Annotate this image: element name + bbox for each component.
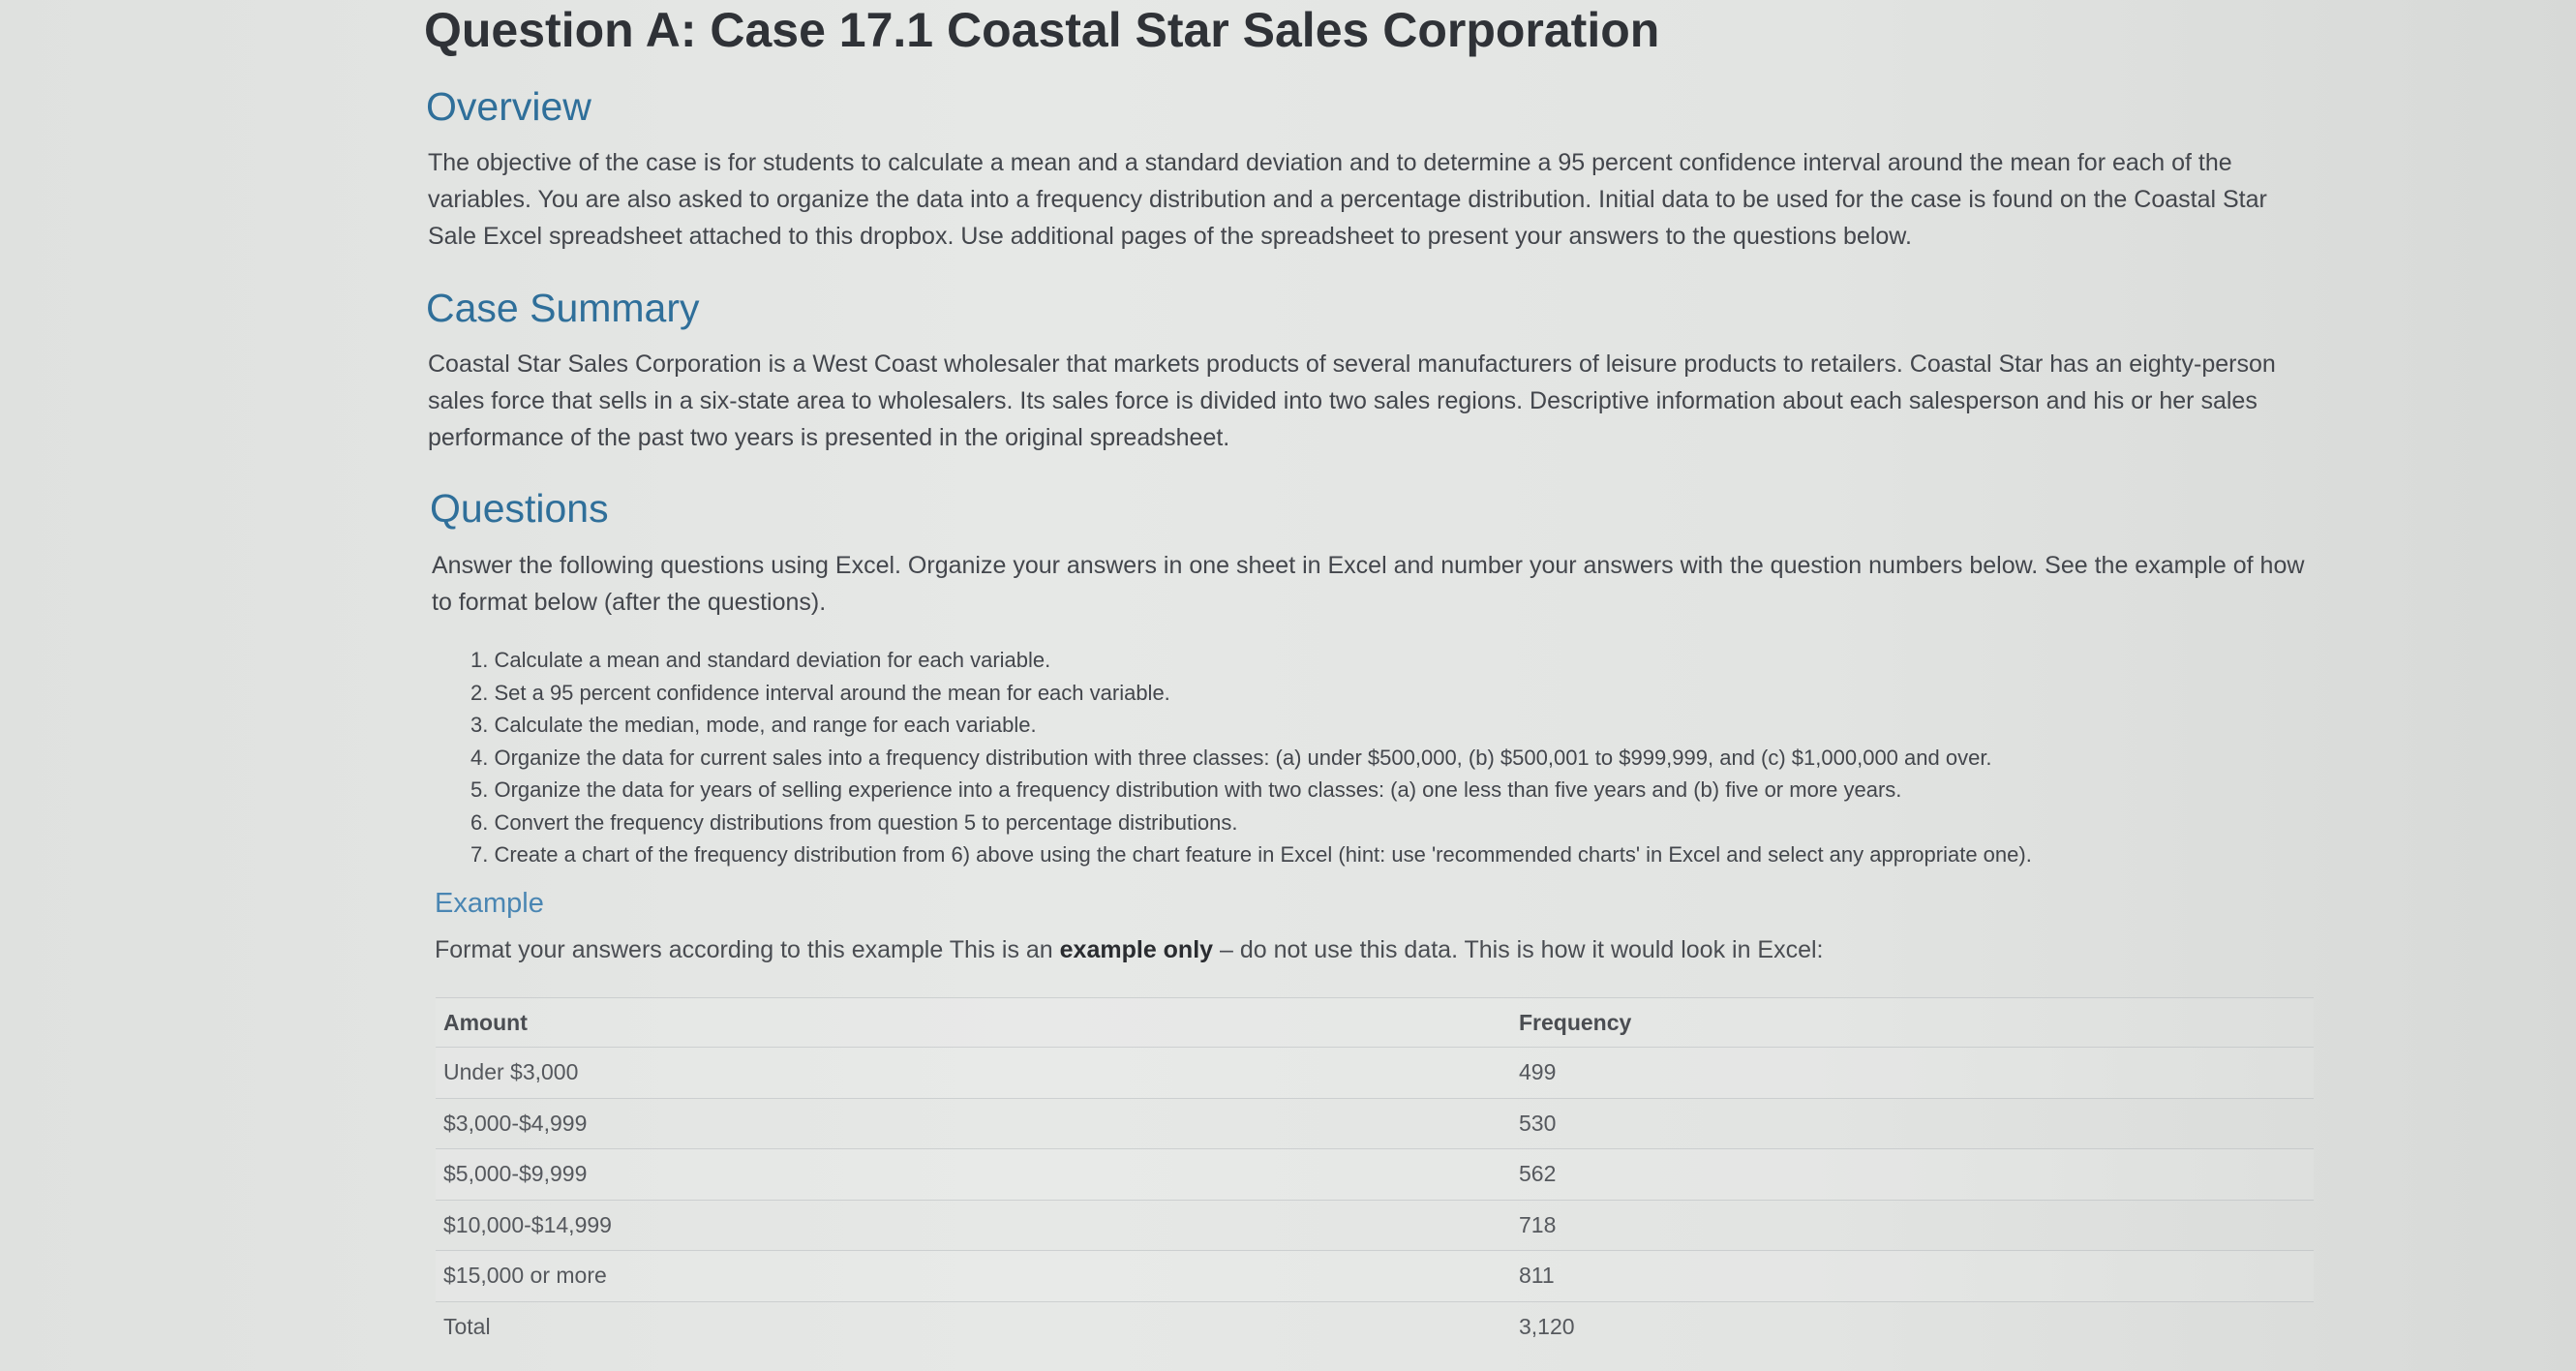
question-item-4: 4. Organize the data for current sales into a frequency distribution with three classes: (a) under $500,000, (b) $500,001 to $999,999, and (c) $1,000,000 and over.	[470, 745, 1992, 770]
table-cell-amount: Under $3,000	[436, 1048, 1511, 1099]
table-row	[436, 1098, 2314, 1149]
table-cell-frequency: 3,120	[1511, 1301, 2314, 1352]
table-row	[436, 1048, 2314, 1099]
table-row	[436, 1149, 2314, 1201]
question-item-3: 3. Calculate the median, mode, and range for each variable.	[470, 713, 1037, 737]
question-item-5: 5. Organize the data for years of selling experience into a frequency distribution with two classes: (a) one less than five years and (b) five or more years.	[470, 777, 1902, 802]
table-cell-frequency: 499	[1511, 1048, 2314, 1099]
table-cell-frequency: 718	[1511, 1200, 2314, 1251]
example-text-before: Format your answers according to this example This is an	[435, 936, 1060, 963]
overview-text: The objective of the case is for students to calculate a mean and a standard deviation and to determine a 95 percent confidence interval around the mean for each of the variables. You are also asked to organize the data into a frequency distribution and a percentage distribution. Initial data to be used for the case is found on the Coastal Star Sale Excel spreadsheet attached to this dropbox. Use additional pages of the spreadsheet to present your answers to the questions below.	[428, 149, 2267, 250]
questions-list	[470, 644, 2310, 871]
table-cell-frequency: 811	[1511, 1251, 2314, 1302]
question-item-7: 7. Create a chart of the frequency distribution from 6) above using the chart feature in Excel (hint: use 'recommended charts' in Excel and select any appropriate one).	[470, 842, 2032, 867]
question-item-6: 6. Convert the frequency distributions from question 5 to percentage distributions.	[470, 809, 1238, 835]
table-cell-frequency: 530	[1511, 1098, 2314, 1149]
example-heading: Example	[435, 888, 544, 919]
table-header-frequency: Frequency	[1511, 998, 2314, 1048]
page-title: Question A: Case 17.1 Coastal Star Sales Corporation	[424, 3, 1660, 57]
table-header-row	[436, 998, 2314, 1048]
example-text	[435, 936, 1824, 964]
table-cell-amount: $15,000 or more	[436, 1251, 1511, 1302]
case-summary-heading: Case Summary	[426, 286, 700, 330]
table-cell-amount: $10,000-$14,999	[436, 1200, 1511, 1251]
questions-heading: Questions	[430, 486, 609, 531]
table-cell-amount: $5,000-$9,999	[436, 1149, 1511, 1201]
example-text-after: – do not use this data. This is how it would look in Excel:	[1213, 936, 1824, 963]
table-cell-frequency: 562	[1511, 1149, 2314, 1201]
questions-intro: Answer the following questions using Excel. Organize your answers in one sheet in Excel and number your answers with the question numbers below. See the example of how to format below (after the questions).	[432, 552, 2305, 616]
table-header-amount: Amount	[436, 998, 1511, 1048]
example-text-bold: example only	[1059, 936, 1214, 963]
case-summary-text: Coastal Star Sales Corporation is a West Coast wholesaler that markets products of several manufacturers of leisure products to retailers. Coastal Star has an eighty-person sales force that sells in a six-state area to wholesalers. Its sales force is divided into two sales regions. Descriptive information about each salesperson and his or her sales performance of the past two years is presented in the original spreadsheet.	[428, 350, 2276, 451]
question-item-1: 1. Calculate a mean and standard deviation for each variable.	[470, 648, 1051, 672]
table-cell-amount: Total	[436, 1301, 1511, 1352]
table-cell-amount: $3,000-$4,999	[436, 1098, 1511, 1149]
table-row	[436, 1200, 2314, 1251]
example-table	[436, 997, 2314, 1352]
question-item-2: 2. Set a 95 percent confidence interval around the mean for each variable.	[470, 680, 1170, 705]
overview-heading: Overview	[426, 84, 591, 129]
table-row	[436, 1251, 2314, 1302]
table-row-total	[436, 1301, 2314, 1352]
